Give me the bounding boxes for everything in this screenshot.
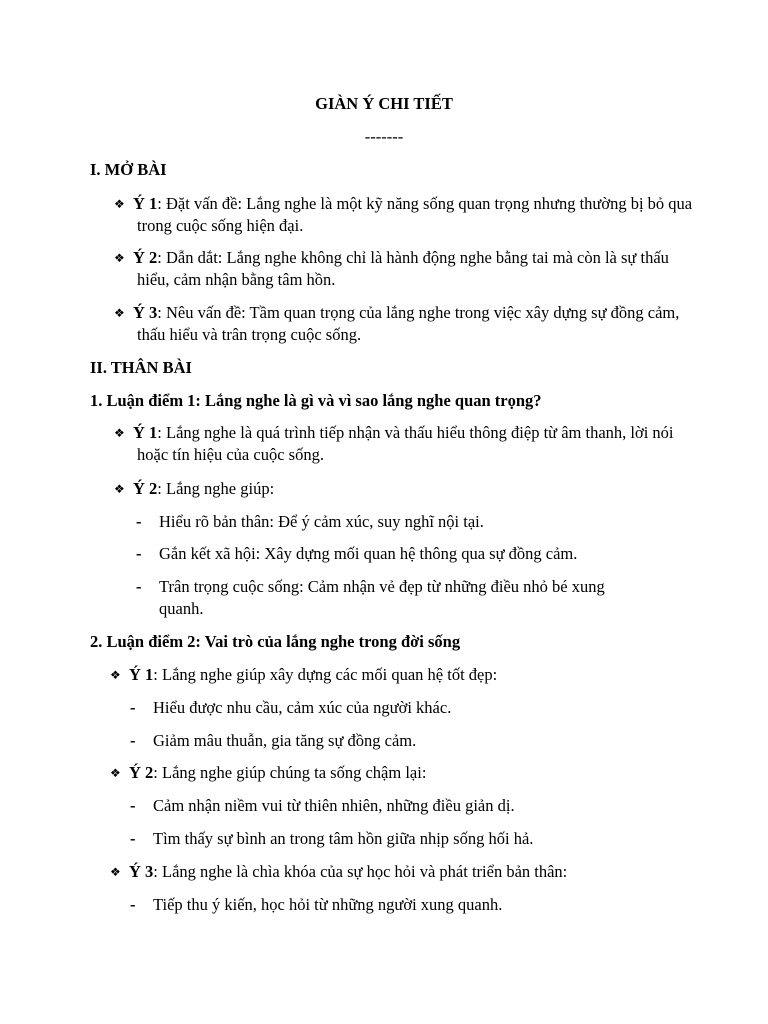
sub-item-text: Trân trọng cuộc sống: Cảm nhận vẻ đẹp từ những điều nhỏ bé xung quanh.: [159, 577, 605, 618]
idea-text: : Đặt vấn đề: Lắng nghe là một kỹ năng sống quan trọng nhưng thường bị bỏ qua trong cuộc sống hiện đại.: [137, 194, 693, 235]
dash-bullet: -: [130, 895, 136, 914]
sub-list-item: [136, 576, 649, 620]
point-heading-2: 2. Luận điểm 2: Vai trò của lắng nghe trong đời sống: [90, 632, 461, 651]
sub-list-item: [130, 795, 673, 817]
idea-label: Ý 1: [133, 423, 158, 442]
idea-item: [114, 247, 693, 291]
dash-bullet: -: [130, 796, 136, 815]
diamond-bullet-icon: ❖: [114, 197, 125, 211]
dash-bullet: -: [136, 512, 142, 531]
idea-item: [110, 861, 689, 883]
dash-bullet: -: [136, 544, 142, 563]
idea-text: : Nêu vấn đề: Tầm quan trọng của lắng nghe trong việc xây dựng sự đồng cảm, thấu hiểu và trân trọng cuộc sống.: [137, 303, 680, 344]
dash-bullet: -: [130, 731, 136, 750]
idea-label: Ý 2: [133, 248, 158, 267]
sub-list-item: [130, 894, 673, 916]
sub-item-text: Tìm thấy sự bình an trong tâm hồn giữa nhịp sống hối hả.: [153, 829, 534, 848]
idea-text: : Lắng nghe giúp:: [157, 479, 275, 498]
diamond-bullet-icon: ❖: [114, 306, 125, 320]
diamond-bullet-icon: ❖: [114, 426, 125, 440]
sub-list-item: [130, 730, 673, 752]
sub-item-text: Hiểu rõ bản thân: Để ý cảm xúc, suy nghĩ nội tại.: [159, 512, 484, 531]
idea-label: Ý 3: [129, 862, 154, 881]
diamond-bullet-icon: ❖: [110, 766, 121, 780]
diamond-bullet-icon: ❖: [114, 251, 125, 265]
idea-item: [114, 478, 693, 500]
sub-item-text: Hiểu được nhu cầu, cảm xúc của người khác.: [153, 698, 452, 717]
idea-item: [110, 762, 689, 784]
document-title: GIÀN Ý CHI TIẾT: [315, 94, 453, 113]
dash-bullet: -: [136, 577, 142, 596]
idea-text: : Lắng nghe giúp chúng ta sống chậm lại:: [153, 763, 427, 782]
idea-text: : Dẫn dắt: Lắng nghe không chỉ là hành động nghe bằng tai mà còn là sự thấu hiểu, cảm nhận bằng tâm hồn.: [137, 248, 669, 289]
idea-text: : Lắng nghe giúp xây dựng các mối quan hệ tốt đẹp:: [153, 665, 498, 684]
idea-label: Ý 1: [129, 665, 154, 684]
idea-label: Ý 3: [133, 303, 158, 322]
section-heading-mo-bai: I. MỞ BÀI: [90, 160, 167, 179]
dash-bullet: -: [130, 698, 136, 717]
sub-list-item: [136, 543, 679, 565]
sub-list-item: [130, 828, 673, 850]
idea-label: Ý 2: [133, 479, 158, 498]
sub-item-text: Giảm mâu thuẫn, gia tăng sự đồng cảm.: [153, 731, 417, 750]
section-heading-than-bai: II. THÂN BÀI: [90, 358, 192, 377]
idea-label: Ý 1: [133, 194, 158, 213]
idea-item: [114, 302, 693, 346]
diamond-bullet-icon: ❖: [114, 482, 125, 496]
idea-item: [114, 422, 693, 466]
idea-item: [110, 664, 689, 686]
sub-list-item: [136, 511, 679, 533]
diamond-bullet-icon: ❖: [110, 668, 121, 682]
sub-item-text: Cảm nhận niềm vui từ thiên nhiên, những điều giản dị.: [153, 796, 515, 815]
point-heading-1: 1. Luận điểm 1: Lắng nghe là gì và vì sao lắng nghe quan trọng?: [90, 391, 542, 410]
sub-item-text: Tiếp thu ý kiến, học hỏi từ những người xung quanh.: [153, 895, 503, 914]
idea-label: Ý 2: [129, 763, 154, 782]
sub-list-item: [130, 697, 673, 719]
sub-item-text: Gắn kết xã hội: Xây dựng mối quan hệ thông qua sự đồng cảm.: [159, 544, 578, 563]
diamond-bullet-icon: ❖: [110, 865, 121, 879]
title-separator: -------: [364, 127, 404, 146]
idea-text: : Lắng nghe là chìa khóa của sự học hỏi và phát triển bản thân:: [153, 862, 568, 881]
idea-text: : Lắng nghe là quá trình tiếp nhận và thấu hiểu thông điệp từ âm thanh, lời nói hoặc tín hiệu của cuộc sống.: [137, 423, 674, 464]
dash-bullet: -: [130, 829, 136, 848]
idea-item: [114, 193, 693, 237]
